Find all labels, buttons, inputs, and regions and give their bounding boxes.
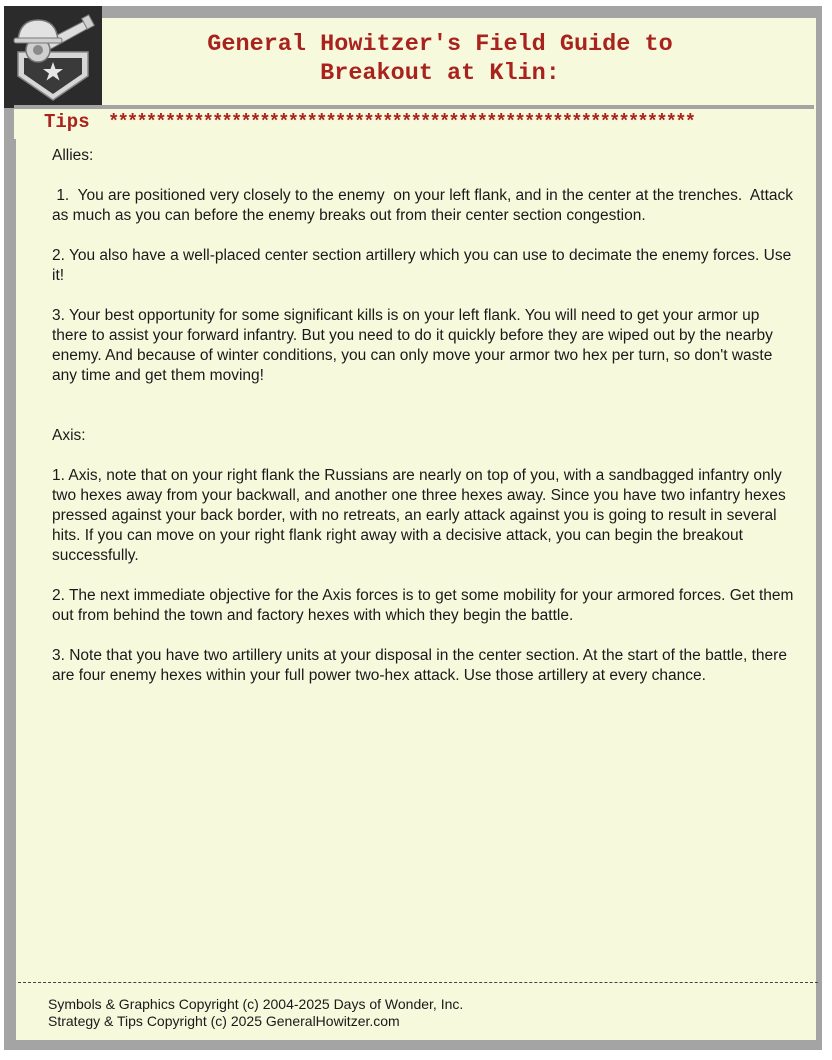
section-spacer: [52, 406, 797, 426]
howitzer-cannon-badge-icon: [4, 6, 102, 108]
tips-content: [52, 146, 797, 706]
tips-divider-stars: **************************************************************: [108, 111, 695, 133]
tips-label: Tips: [44, 111, 90, 133]
footer-divider: [18, 982, 818, 983]
footer: [48, 996, 463, 1030]
allies-tip-1: 1. You are positioned very closely to the enemy on your left flank, and in the center at the trenches. Attack as much as you can before the enemy breaks out from their center section congestion.: [52, 187, 798, 224]
allies-tip-2: 2. You also have a well-placed center section artillery which you can use to decimate the enemy forces. Use it!: [52, 247, 792, 284]
footer-copyright-strategy: Strategy & Tips Copyright (c) 2025 GeneralHowitzer.com: [48, 1013, 400, 1029]
allies-tip-3: 3. Your best opportunity for some significant kills is on your left flank. You will need to get your armor up there to assist your forward infantry. But you need to do it quickly before they are wiped out by the nearby enemy. And because of winter conditions, you can only move your armor two hex per turn, so don't waste any time and get them moving!: [52, 307, 773, 384]
page-title-line-1: General Howitzer's Field Guide to: [207, 31, 673, 58]
axis-tip-1: 1. Axis, note that on your right flank the Russians are nearly on top of you, with a sandbagged infantry only two hexes away from your backwall, and another one three hexes away. Since you have two infantry hexes pressed against your back border, with no retreats, an early attack against you is going to result in several hits. If you can move on your right flank right away with a decisive attack, you can begin the breakout successfully.: [52, 467, 786, 564]
footer-copyright-graphics: Symbols & Graphics Copyright (c) 2004-2025 Days of Wonder, Inc.: [48, 996, 464, 1012]
header-strip: [816, 12, 822, 106]
axis-tip-3: 3. Note that you have two artillery units at your disposal in the center section. At the start of the battle, there are four enemy hexes within your full power two-hex attack. Use those artillery at every chance.: [52, 647, 787, 684]
page-title-line-2: Breakout at Klin:: [320, 60, 560, 87]
axis-heading: Axis:: [52, 427, 86, 444]
page-title: [160, 30, 720, 88]
axis-tip-2: 2. The next immediate objective for the Axis forces is to get some mobility for your armored forces. Get them out from behind the town and factory hexes with which they begin the battle.: [52, 587, 794, 624]
allies-heading: Allies:: [52, 147, 94, 164]
